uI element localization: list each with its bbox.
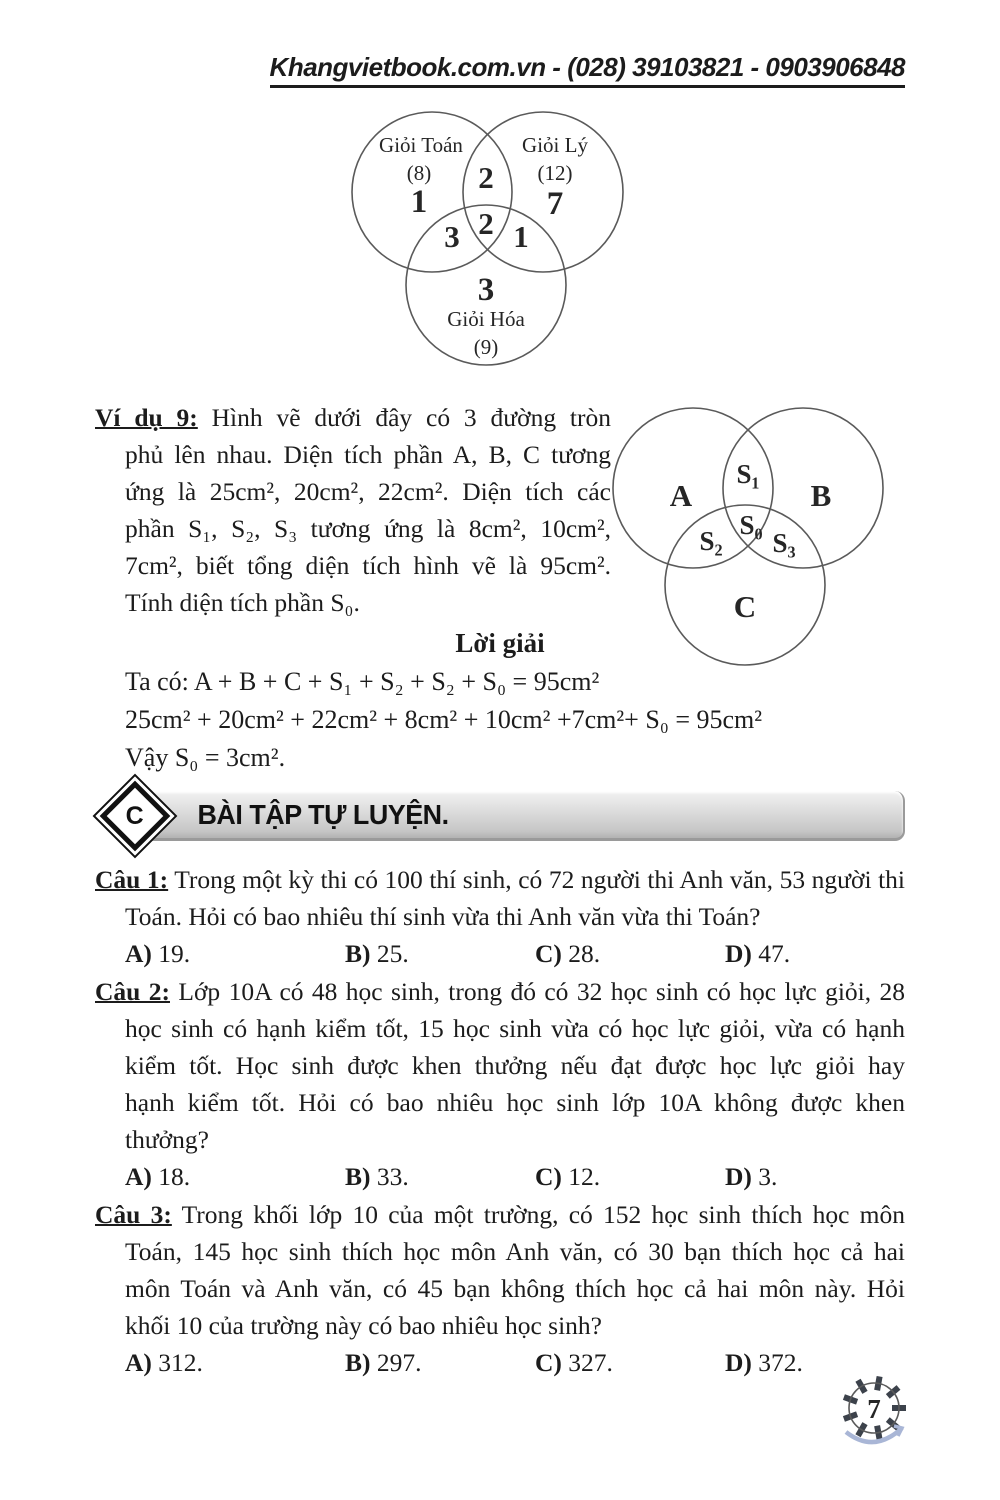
answers-row — [95, 935, 905, 973]
page-number-badge — [836, 1374, 916, 1466]
venn-size-toan: (8) — [406, 161, 432, 185]
swoosh-arc-icon — [846, 1428, 902, 1442]
venn-size-ly: (12) — [537, 161, 573, 185]
venn-diagram-subjects — [335, 104, 665, 375]
answer-key: A) — [125, 939, 152, 968]
text-line: Câu 2: Lớp 10A có 48 học sinh, trong đó có 32 học sinh có học lực giỏi, 28 — [95, 977, 906, 1006]
venn-diagram-areas-svg — [605, 393, 905, 669]
text-line: phần S₁, S₂, S₃ tương ứng là 8cm², 10cm², — [125, 514, 611, 543]
answer-key: C) — [535, 1162, 562, 1191]
venn-label-ly: Giỏi Lý — [522, 133, 588, 157]
venn-overlap-ly-hoa: 1 — [513, 219, 529, 254]
page-header — [95, 0, 905, 88]
text-line: hạnh kiểm tốt. Hỏi có bao nhiêu học sinh lớp 10A không được khen — [125, 1088, 905, 1117]
solution-lines — [95, 663, 905, 777]
venn-value-toan: 1 — [410, 184, 428, 220]
venn-label-s0: S₀ — [739, 510, 763, 540]
text-line: ứng là 25cm², 20cm², 22cm². Diện tích các — [125, 477, 611, 506]
solution-heading: Lời giải — [455, 628, 545, 658]
answer-key: B) — [345, 1348, 371, 1377]
answer-option: B) 33. — [345, 1162, 409, 1191]
text-line: thưởng? — [125, 1125, 209, 1154]
answer-key: A) — [125, 1162, 152, 1191]
page-content — [95, 0, 905, 1382]
questions — [95, 861, 905, 1382]
gear-icon — [836, 1374, 916, 1466]
venn-size-hoa: (9) — [473, 335, 499, 359]
question — [95, 973, 905, 1196]
question — [95, 861, 905, 973]
text-line: học sinh có hạnh kiểm tốt, 15 học sinh vừa có học lực giỏi, vừa có hạnh — [125, 1014, 905, 1043]
answers-row — [95, 1344, 905, 1382]
venn-label-s3: S₃ — [772, 528, 796, 558]
text-line: Toán, 145 học sinh thích học môn Anh văn, có 30 bạn thích học cả hai — [125, 1237, 905, 1266]
question — [95, 1196, 905, 1382]
section-marker-diamond-icon — [93, 774, 178, 859]
venn-diagram-subjects-svg — [335, 104, 665, 370]
text-line: khối 10 của trường này có bao nhiêu học sinh? — [125, 1311, 602, 1340]
text-line: 7cm², biết tổng diện tích hình vẽ là 95cm². — [125, 551, 611, 580]
venn-label-b: B — [810, 478, 832, 513]
venn-value-hoa: 3 — [477, 272, 495, 308]
text-line: môn Toán và Anh văn, có 45 bạn không thích học cả hai môn này. Hỏi — [125, 1274, 905, 1303]
venn-overlap-toan-ly: 2 — [478, 160, 494, 195]
answer-option: B) 297. — [345, 1348, 422, 1377]
answer-key: D) — [725, 1348, 752, 1377]
section-title: BÀI TẬP TỰ LUYỆN. — [197, 798, 449, 830]
text-line: Câu 1: Trong một kỳ thi có 100 thí sinh, có 72 người thi Anh văn, 53 người thi — [95, 865, 905, 894]
venn-overlap-center: 2 — [478, 206, 494, 241]
solution-line: Vậy S₀ = 3cm². — [125, 743, 286, 772]
answer-option: D) 372. — [725, 1348, 803, 1377]
venn-label-s1: S₁ — [736, 459, 760, 489]
text-line: Toán. Hỏi có bao nhiêu thí sinh vừa thi Anh văn vừa thi Toán? — [125, 902, 761, 931]
venn-diagram-areas — [605, 393, 905, 674]
answer-option: B) 25. — [345, 939, 409, 968]
example-text — [95, 399, 611, 621]
venn-label-a: A — [669, 478, 693, 513]
answer-option: A) 312. — [125, 1348, 203, 1377]
answers-row — [95, 1158, 905, 1196]
venn-label-s2: S₂ — [699, 526, 723, 556]
answer-option: C) 28. — [535, 939, 601, 968]
section-header — [95, 785, 905, 847]
page-number: 7 — [867, 1394, 881, 1424]
venn-label-hoa: Giỏi Hóa — [447, 307, 525, 331]
answer-option: A) 19. — [125, 939, 191, 968]
text-line: phủ lên nhau. Diện tích phần A, B, C tương — [125, 440, 611, 469]
section-marker-letter: C — [125, 801, 145, 830]
section-banner — [113, 791, 905, 841]
question-label: Câu 3: — [95, 1200, 172, 1229]
answer-option: A) 18. — [125, 1162, 191, 1191]
venn-value-ly: 7 — [546, 186, 564, 222]
answer-option: C) 327. — [535, 1348, 613, 1377]
answer-key: C) — [535, 1348, 562, 1377]
answer-key: C) — [535, 939, 562, 968]
text-line: kiểm tốt. Học sinh được khen thưởng nếu đạt được học lực giỏi hay — [125, 1051, 905, 1080]
example-label: Ví dụ 9: — [95, 403, 198, 432]
text-line: Câu 3: Trong khối lớp 10 của một trường, có 152 học sinh thích học môn — [95, 1200, 905, 1229]
answer-key: D) — [725, 1162, 752, 1191]
venn-overlap-toan-hoa: 3 — [444, 219, 460, 254]
answer-key: D) — [725, 939, 752, 968]
text-line: Ví dụ 9: Hình vẽ dưới đây có 3 đường tròn — [95, 403, 611, 432]
answer-option: D) 47. — [725, 939, 791, 968]
answer-option: D) 3. — [725, 1162, 778, 1191]
answer-key: A) — [125, 1348, 152, 1377]
question-label: Câu 2: — [95, 977, 170, 1006]
example-9 — [95, 399, 905, 624]
answer-option: C) 12. — [535, 1162, 601, 1191]
venn-label-toan: Giỏi Toán — [379, 133, 463, 157]
header-text: Khangvietbook.com.vn - (028) 39103821 - 0903906848 — [270, 52, 905, 88]
venn-label-c: C — [733, 589, 757, 624]
answer-key: B) — [345, 939, 371, 968]
solution-line: 25cm² + 20cm² + 22cm² + 8cm² + 10cm² +7cm²+ S₀ = 95cm² — [125, 705, 763, 734]
answer-key: B) — [345, 1162, 371, 1191]
solution-line: Ta có: A + B + C + S₁ + S₂ + S₂ + S₀ = 95cm² — [125, 667, 600, 696]
question-label: Câu 1: — [95, 865, 169, 894]
text-line: Tính diện tích phần S₀. — [125, 588, 360, 617]
